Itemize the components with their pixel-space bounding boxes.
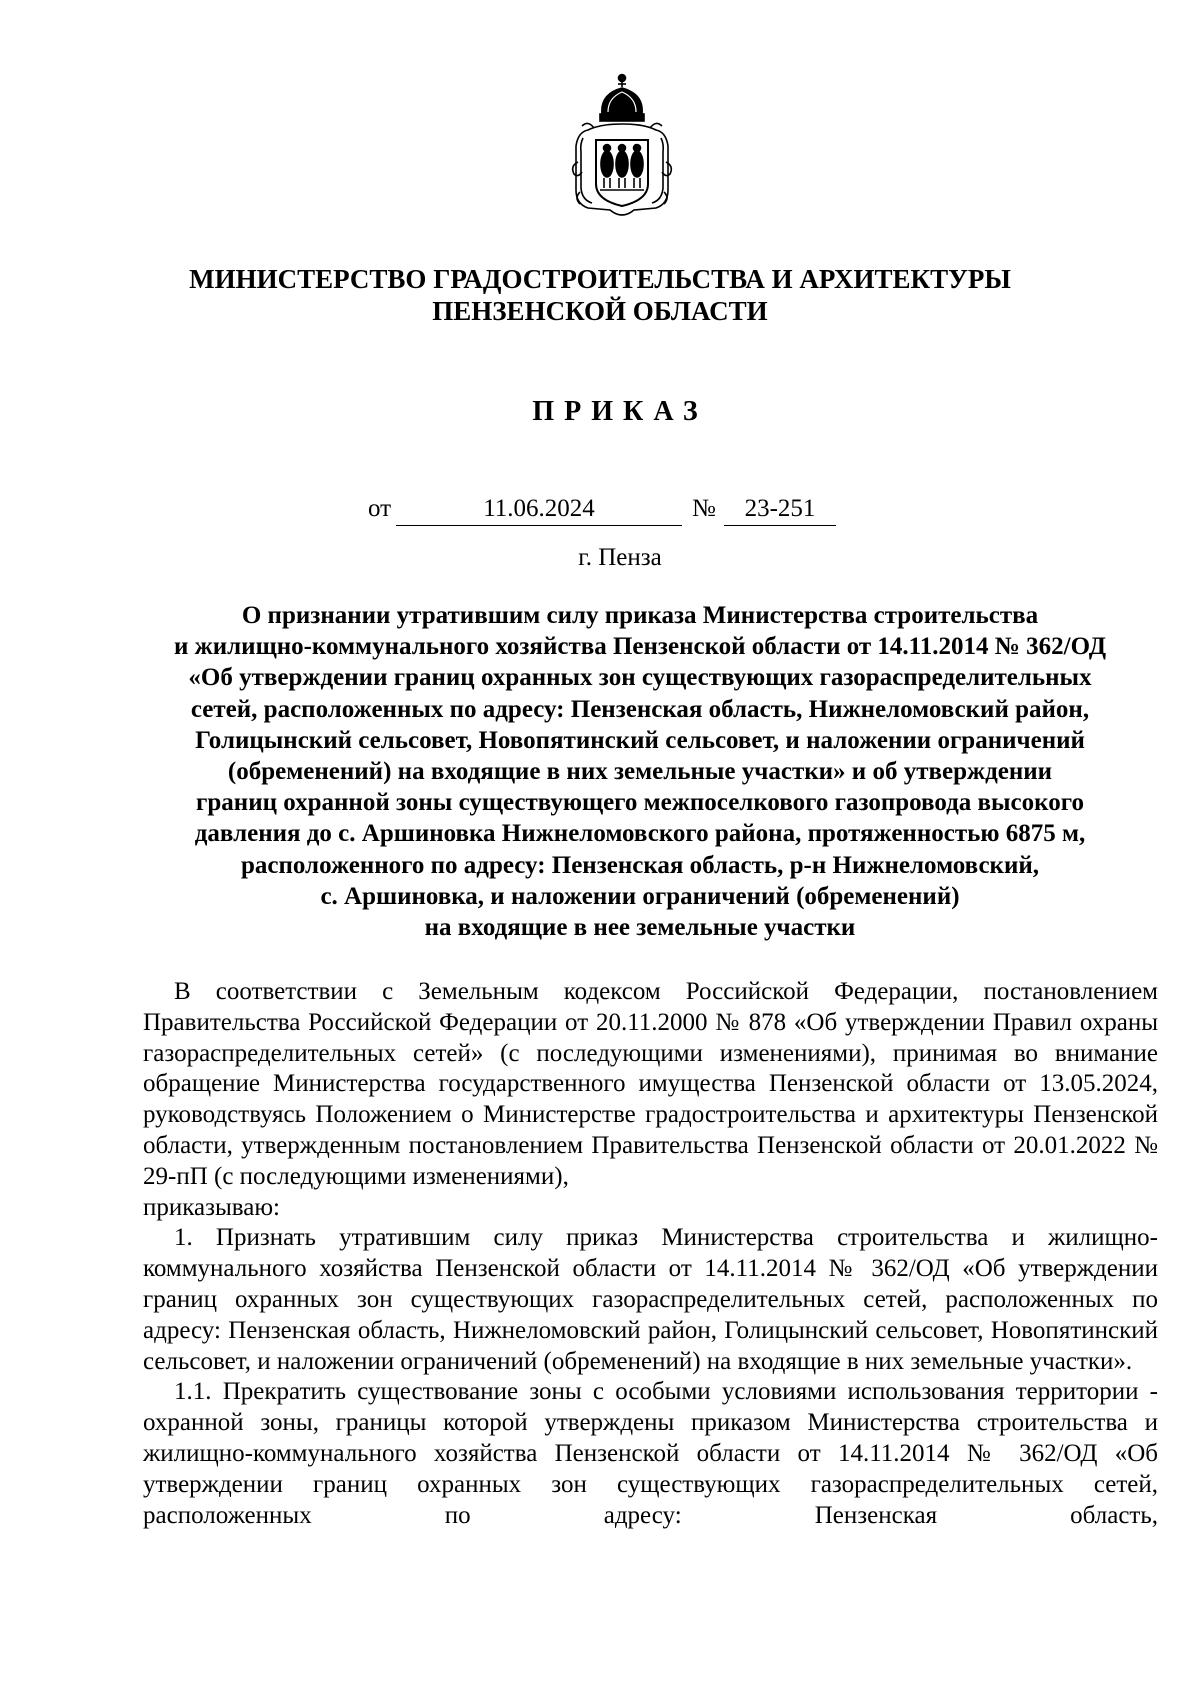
ministry-name-line-2: ПЕНЗЕНСКОЙ ОБЛАСТИ	[432, 296, 768, 326]
document-title	[80, 600, 1200, 943]
title-line: сетей, расположенных по адресу: Пензенская область, Нижнеломовский район,	[190, 695, 1090, 723]
title-line: О признании утратившим силу приказа Министерства строительства	[241, 602, 1039, 629]
document-type-heading: ПРИКАЗ	[532, 396, 708, 427]
city-name: г. Пенза	[578, 544, 662, 571]
ministry-name-line-1: МИНИСТЕРСТВО ГРАДОСТРОИТЕЛЬСТВА И АРХИТЕКТУРЫ	[189, 264, 1011, 294]
document-body	[143, 977, 1158, 1531]
title-line: «Об утверждении границ охранных зон существующих газораспределительных	[188, 664, 1092, 692]
date-label: от	[368, 495, 392, 522]
document-number: 23-251	[724, 493, 836, 526]
title-line: с. Аршиновка, и наложении ограничений (обременений)	[320, 882, 960, 910]
order-word: приказываю:	[143, 1193, 280, 1221]
clause-1: 1. Признать утратившим силу приказ Министерства строительства и жилищно-коммунального хозяйства Пензенской области от 14.11.2014 № 362/ОД «Об утверждении границ охранных зон существующих газораспределительных сетей, расположенных по адресу: Пензенская область, Нижнеломовский район, Голицынский сельсовет, Новопятинский сельсовет, и наложении ограничений (обременений) на входящие в них земельные участки».	[143, 1224, 1158, 1375]
title-line: границ охранной зоны существующего межпоселкового газопровода высокого	[196, 789, 1084, 817]
date-number-line	[0, 493, 1200, 527]
title-line: (обременений) на входящие в них земельные участки» и об утверждении	[227, 758, 1053, 786]
clause-1-1: 1.1. Прекратить существование зоны с особыми условиями использования территории - охранной зоны, границы которой утверждены приказом Министерства строительства и жилищно-коммунального хозяйства Пензенской области от 14.11.2014 № 362/ОД «Об утверждении границ охранных зон существующих газораспределительных сетей, расположенных по адресу: Пензенская область,	[143, 1378, 1158, 1529]
title-line: и жилищно-коммунального хозяйства Пензенской области от 14.11.2014 № 362/ОД	[173, 633, 1107, 661]
title-line: расположенного по адресу: Пензенская область, р-н Нижнеломовский,	[240, 851, 1040, 879]
title-line: давления до с. Аршиновка Нижнеломовского района, протяженностью 6875 м,	[194, 820, 1086, 848]
preamble-paragraph: В соответствии с Земельным кодексом Российской Федерации, постановлением Правительства Российской Федерации от 20.11.2000 № 878 «Об утверждении Правил охраны газораспределительных сетей» (с последующими изменениями), принимая во внимание обращение Министерства государственного имущества Пензенской области от 13.05.2024, руководствуясь Положением о Министерстве градостроительства и архитектуры Пензенской области, утвержденным постановлением Правительства Пензенской области от 20.01.2022 № 29-пП (с последующими изменениями),	[143, 978, 1158, 1190]
document-date: 11.06.2024	[396, 493, 682, 526]
title-line: Голицынский сельсовет, Новопятинский сельсовет, и наложении ограничений	[195, 726, 1085, 754]
title-line: на входящие в нее земельные участки	[424, 914, 856, 942]
number-sign: №	[692, 495, 716, 522]
coat-of-arms-emblem	[564, 72, 680, 222]
ministry-name	[0, 263, 1200, 327]
